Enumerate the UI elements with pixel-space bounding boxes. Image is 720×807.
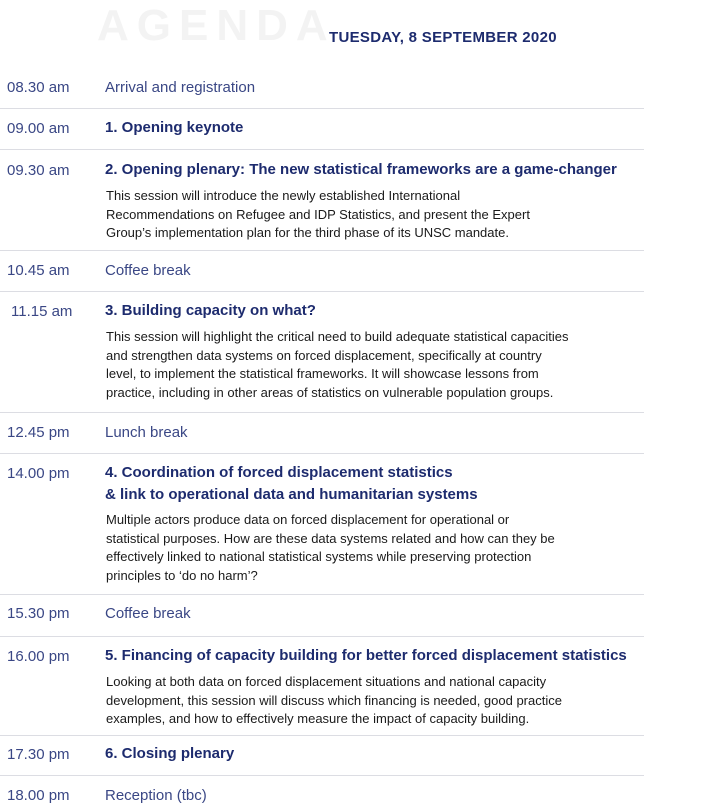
time-label: 11.15 am xyxy=(11,303,73,320)
description-line: Looking at both data on forced displacement situations and national capacity xyxy=(106,674,547,689)
time-label: 09.30 am xyxy=(7,162,70,179)
session-title: 6. Closing plenary xyxy=(105,745,235,762)
time-label: 17.30 pm xyxy=(7,746,70,763)
session-title: 5. Financing of capacity building for better forced displacement statistics xyxy=(105,647,627,664)
session-description xyxy=(106,511,646,585)
session-title-line: 4. Coordination of forced displacement statistics xyxy=(105,464,453,481)
description-line: development, this session will discuss which financing is needed, good practice xyxy=(106,692,562,708)
time-label: 08.30 am xyxy=(7,79,70,96)
agenda-item-label: Coffee break xyxy=(105,262,191,279)
description-line: practice, including in other areas of statistics on vulnerable population groups. xyxy=(106,384,554,400)
divider xyxy=(0,594,644,595)
session-description xyxy=(106,187,646,243)
session-description xyxy=(106,328,646,402)
description-line: Group’s implementation plan for the third phase of its UNSC mandate. xyxy=(106,225,509,240)
divider xyxy=(0,453,644,454)
session-title: 1. Opening keynote xyxy=(105,119,244,136)
divider xyxy=(0,775,644,776)
agenda-header xyxy=(0,0,720,55)
session-description xyxy=(106,673,646,729)
time-label: 12.45 pm xyxy=(7,424,70,441)
agenda-item-label: Reception (tbc) xyxy=(105,787,207,804)
description-line: principles to ‘do no harm’? xyxy=(106,567,258,583)
time-label: 10.45 am xyxy=(7,262,70,279)
session-title xyxy=(105,462,478,506)
description-line: and strengthen data systems on forced displacement, specifically at country xyxy=(106,347,542,363)
description-line: effectively linked to national statistical systems while preserving protection xyxy=(106,549,532,564)
description-line: level, to implement the statistical frameworks. It will showcase lessons from xyxy=(106,366,539,381)
divider xyxy=(0,149,644,150)
divider xyxy=(0,412,644,413)
time-label: 18.00 pm xyxy=(7,787,70,804)
divider xyxy=(0,291,644,292)
agenda-item-label: Lunch break xyxy=(105,424,188,441)
description-line: This session will highlight the critical need to build adequate statistical capacities xyxy=(106,329,569,344)
divider xyxy=(0,108,644,109)
agenda-item-label: Arrival and registration xyxy=(105,79,256,96)
description-line: Recommendations on Refugee and IDP Statistics, and present the Expert xyxy=(106,206,530,222)
time-label: 16.00 pm xyxy=(7,648,70,665)
session-title: 2. Opening plenary: The new statistical frameworks are a game-changer xyxy=(105,161,617,178)
description-line: This session will introduce the newly established International xyxy=(106,188,461,203)
divider xyxy=(0,250,644,251)
time-label: 15.30 pm xyxy=(7,605,70,622)
divider xyxy=(0,636,644,637)
description-line: examples, and how to effectively measure the impact of capacity building. xyxy=(106,711,530,726)
agenda-date: TUESDAY, 8 SEPTEMBER 2020 xyxy=(329,29,557,46)
session-title-line: & link to operational data and humanitarian systems xyxy=(105,486,478,503)
agenda-title: AGENDA xyxy=(97,1,336,50)
time-label: 09.00 am xyxy=(7,120,70,137)
divider xyxy=(0,735,644,736)
time-label: 14.00 pm xyxy=(7,465,70,482)
description-line: Multiple actors produce data on forced displacement for operational or xyxy=(106,512,510,527)
agenda-item-label: Coffee break xyxy=(105,605,191,622)
session-title: 3. Building capacity on what? xyxy=(105,302,316,319)
description-line: statistical purposes. How are these data systems related and how can they be xyxy=(106,530,555,546)
